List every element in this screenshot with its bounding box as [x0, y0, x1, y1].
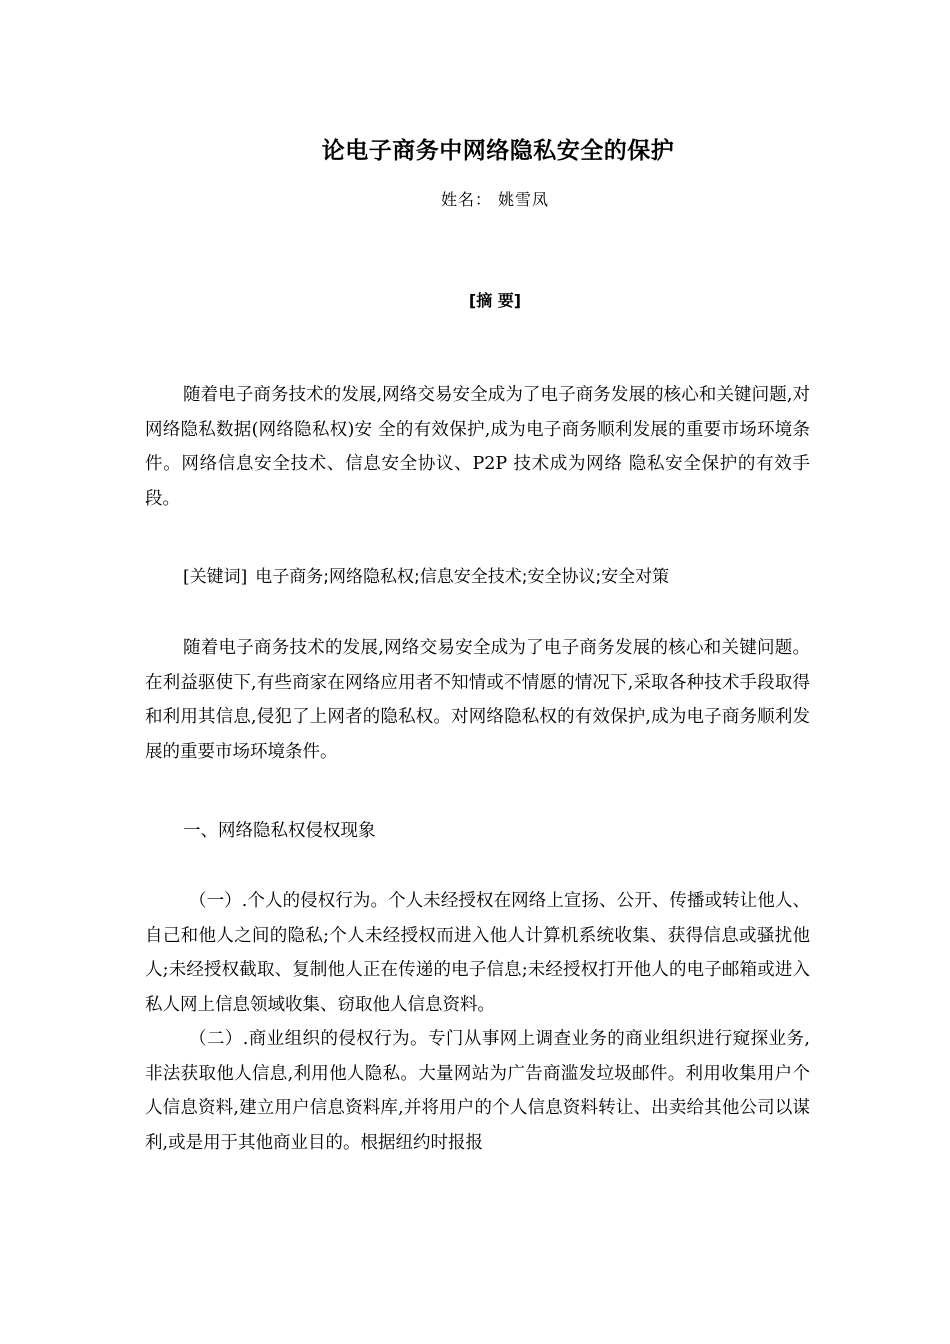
keywords-values: 电子商务;网络隐私权;信息安全技术;安全协议;安全对策	[255, 567, 670, 587]
abstract-heading: [摘 要]	[468, 291, 522, 310]
subsection-one-paragraph: （一）.个人的侵权行为。个人未经授权在网络上宣扬、公开、传播或转让他人、自己和他人之间的隐私;个人未经授权而进入他人计算机系统收集、获得信息或骚扰他人;未经授权截取、复制他人正在传递的电子信息;未经授权打开他人的电子邮箱或进入私人网上信息领域收集、窃取他人信息资料。	[145, 891, 810, 1015]
intro-paragraph: 随着电子商务技术的发展,网络交易安全成为了电子商务发展的核心和关键问题。在利益驱使下,有些商家在网络应用者不知情或不情愿的情况下,采取各种技术手段取得和利用其信息,侵犯了上网者的隐私权。对网络隐私权的有效保护,成为电子商务顺利发展的重要市场环境条件。	[145, 638, 810, 762]
abstract-paragraph: 随着电子商务技术的发展,网络交易安全成为了电子商务发展的核心和关键问题,对网络隐私数据(网络隐私权)安 全的有效保护,成为电子商务顺利发展的重要市场环境条件。网络信息安全技术、信息安全协议、P2P 技术成为网络 隐私安全保护的有效手段。	[145, 385, 810, 509]
document-title: 论电子商务中网络隐私安全的保护	[321, 138, 675, 164]
subsection-two-paragraph: （二）.商业组织的侵权行为。专门从事网上调查业务的商业组织进行窥探业务,非法获取他人信息,利用他人隐私。大量网站为广告商滥发垃圾邮件。利用收集用户个人信息资料,建立用户信息资料库,并将用户的个人信息资料转让、出卖给其他公司以谋利,或是用于其他商业目的。根据纽约时报报	[145, 1029, 810, 1153]
section-one-heading: 一、网络隐私权侵权现象	[183, 821, 376, 841]
keywords-label: [关键词]	[183, 567, 248, 587]
author-line: 姓名： 姚雪凤	[440, 190, 550, 209]
keywords-line	[183, 560, 669, 594]
